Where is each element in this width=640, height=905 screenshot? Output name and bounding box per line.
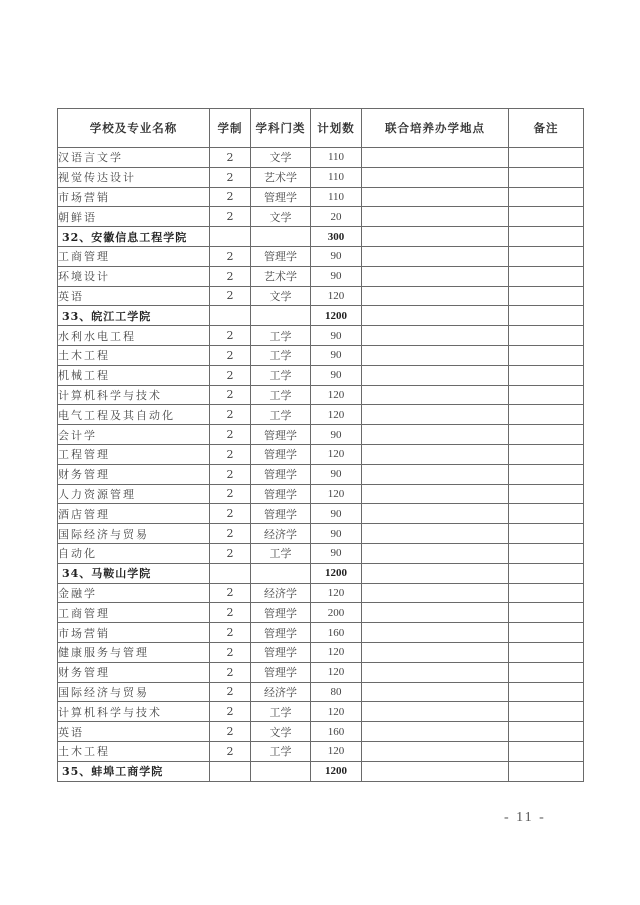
major-name-cell: 自动化 [58, 543, 210, 563]
location-cell [362, 623, 509, 643]
discipline-cell: 经济学 [251, 583, 311, 603]
table-row [58, 464, 584, 484]
school-row [58, 761, 584, 781]
duration-cell: 2 [210, 484, 251, 504]
discipline-cell: 管理学 [251, 484, 311, 504]
plan-count-cell: 90 [311, 345, 362, 365]
header-school-major-name: 学校及专业名称 [58, 109, 210, 148]
location-cell [362, 345, 509, 365]
plan-count-cell: 120 [311, 642, 362, 662]
remarks-cell [509, 682, 584, 702]
school-name-cell: 34、马鞍山学院 [58, 563, 210, 583]
major-name-cell: 计算机科学与技术 [58, 702, 210, 722]
discipline-cell: 艺术学 [251, 167, 311, 187]
table-row [58, 365, 584, 385]
location-cell [362, 405, 509, 425]
duration-cell: 2 [210, 167, 251, 187]
duration-cell: 2 [210, 444, 251, 464]
plan-count-cell: 90 [311, 504, 362, 524]
plan-count-cell: 120 [311, 583, 362, 603]
discipline-cell: 管理学 [251, 425, 311, 445]
plan-count-cell: 110 [311, 148, 362, 168]
discipline-cell: 管理学 [251, 642, 311, 662]
major-name-cell: 国际经济与贸易 [58, 682, 210, 702]
school-row [58, 306, 584, 326]
remarks-cell [509, 444, 584, 464]
remarks-cell [509, 227, 584, 247]
location-cell [362, 425, 509, 445]
location-cell [362, 563, 509, 583]
table-body [58, 148, 584, 782]
duration-cell: 2 [210, 722, 251, 742]
location-cell [362, 524, 509, 544]
major-name-cell: 会计学 [58, 425, 210, 445]
major-name-cell: 财务管理 [58, 662, 210, 682]
major-name-cell: 环境设计 [58, 266, 210, 286]
table-row [58, 266, 584, 286]
plan-count-cell: 90 [311, 543, 362, 563]
discipline-cell: 工学 [251, 365, 311, 385]
major-name-cell: 计算机科学与技术 [58, 385, 210, 405]
table-row [58, 722, 584, 742]
discipline-cell [251, 761, 311, 781]
duration-cell: 2 [210, 326, 251, 346]
duration-cell [210, 761, 251, 781]
plan-count-cell: 90 [311, 425, 362, 445]
discipline-cell: 工学 [251, 543, 311, 563]
major-name-cell: 市场营销 [58, 623, 210, 643]
discipline-cell: 工学 [251, 741, 311, 761]
remarks-cell [509, 603, 584, 623]
location-cell [362, 385, 509, 405]
header-plan-count: 计划数 [311, 109, 362, 148]
remarks-cell [509, 266, 584, 286]
location-cell [362, 207, 509, 227]
duration-cell: 2 [210, 623, 251, 643]
remarks-cell [509, 543, 584, 563]
plan-count-cell: 160 [311, 722, 362, 742]
remarks-cell [509, 563, 584, 583]
enrollment-plan-table [57, 108, 584, 782]
duration-cell [210, 227, 251, 247]
header-location: 联合培养办学地点 [362, 109, 509, 148]
discipline-cell: 工学 [251, 702, 311, 722]
discipline-cell: 工学 [251, 345, 311, 365]
table-row [58, 167, 584, 187]
table-row [58, 543, 584, 563]
table-row [58, 741, 584, 761]
major-name-cell: 健康服务与管理 [58, 642, 210, 662]
discipline-cell: 经济学 [251, 682, 311, 702]
duration-cell: 2 [210, 543, 251, 563]
remarks-cell [509, 642, 584, 662]
remarks-cell [509, 464, 584, 484]
duration-cell: 2 [210, 702, 251, 722]
location-cell [362, 484, 509, 504]
plan-count-cell: 120 [311, 484, 362, 504]
location-cell [362, 246, 509, 266]
table-header-row [58, 109, 584, 148]
plan-count-cell: 120 [311, 444, 362, 464]
location-cell [362, 583, 509, 603]
plan-count-cell: 120 [311, 385, 362, 405]
table-row [58, 286, 584, 306]
table-row [58, 444, 584, 464]
location-cell [362, 662, 509, 682]
school-row [58, 227, 584, 247]
remarks-cell [509, 246, 584, 266]
discipline-cell: 经济学 [251, 524, 311, 544]
remarks-cell [509, 504, 584, 524]
table-row [58, 662, 584, 682]
remarks-cell [509, 207, 584, 227]
major-name-cell: 工商管理 [58, 603, 210, 623]
major-name-cell: 英语 [58, 286, 210, 306]
duration-cell [210, 306, 251, 326]
table-row [58, 524, 584, 544]
remarks-cell [509, 187, 584, 207]
duration-cell: 2 [210, 425, 251, 445]
discipline-cell: 工学 [251, 405, 311, 425]
discipline-cell: 工学 [251, 385, 311, 405]
location-cell [362, 326, 509, 346]
table-row [58, 623, 584, 643]
location-cell [362, 761, 509, 781]
remarks-cell [509, 623, 584, 643]
location-cell [362, 227, 509, 247]
table-row [58, 642, 584, 662]
plan-count-cell: 160 [311, 623, 362, 643]
table-row [58, 326, 584, 346]
remarks-cell [509, 148, 584, 168]
plan-count-cell: 20 [311, 207, 362, 227]
location-cell [362, 187, 509, 207]
remarks-cell [509, 524, 584, 544]
discipline-cell: 管理学 [251, 623, 311, 643]
location-cell [362, 682, 509, 702]
plan-count-cell: 120 [311, 741, 362, 761]
discipline-cell: 文学 [251, 207, 311, 227]
table-row [58, 246, 584, 266]
remarks-cell [509, 702, 584, 722]
discipline-cell: 管理学 [251, 464, 311, 484]
plan-count-cell: 1200 [311, 761, 362, 781]
location-cell [362, 148, 509, 168]
duration-cell: 2 [210, 385, 251, 405]
remarks-cell [509, 405, 584, 425]
duration-cell: 2 [210, 187, 251, 207]
duration-cell: 2 [210, 583, 251, 603]
location-cell [362, 603, 509, 623]
major-name-cell: 市场营销 [58, 187, 210, 207]
table-row [58, 484, 584, 504]
remarks-cell [509, 425, 584, 445]
header-remarks: 备注 [509, 109, 584, 148]
duration-cell: 2 [210, 207, 251, 227]
location-cell [362, 167, 509, 187]
page-number: - 11 - [504, 810, 546, 825]
remarks-cell [509, 484, 584, 504]
table-row [58, 345, 584, 365]
discipline-cell: 文学 [251, 722, 311, 742]
discipline-cell: 管理学 [251, 504, 311, 524]
school-name-cell: 33、皖江工学院 [58, 306, 210, 326]
remarks-cell [509, 583, 584, 603]
major-name-cell: 酒店管理 [58, 504, 210, 524]
duration-cell: 2 [210, 405, 251, 425]
major-name-cell: 国际经济与贸易 [58, 524, 210, 544]
table-row [58, 504, 584, 524]
major-name-cell: 工程管理 [58, 444, 210, 464]
table-row [58, 207, 584, 227]
duration-cell: 2 [210, 504, 251, 524]
location-cell [362, 722, 509, 742]
discipline-cell: 管理学 [251, 187, 311, 207]
major-name-cell: 英语 [58, 722, 210, 742]
major-name-cell: 金融学 [58, 583, 210, 603]
major-name-cell: 财务管理 [58, 464, 210, 484]
plan-count-cell: 110 [311, 167, 362, 187]
duration-cell: 2 [210, 741, 251, 761]
discipline-cell [251, 563, 311, 583]
location-cell [362, 741, 509, 761]
school-name-cell: 35、蚌埠工商学院 [58, 761, 210, 781]
duration-cell: 2 [210, 603, 251, 623]
table-row [58, 148, 584, 168]
major-name-cell: 工商管理 [58, 246, 210, 266]
plan-count-cell: 120 [311, 702, 362, 722]
plan-count-cell: 90 [311, 246, 362, 266]
major-name-cell: 视觉传达设计 [58, 167, 210, 187]
plan-count-cell: 1200 [311, 563, 362, 583]
plan-count-cell: 90 [311, 464, 362, 484]
duration-cell: 2 [210, 524, 251, 544]
duration-cell [210, 563, 251, 583]
location-cell [362, 306, 509, 326]
duration-cell: 2 [210, 266, 251, 286]
header-duration: 学制 [210, 109, 251, 148]
location-cell [362, 702, 509, 722]
location-cell [362, 266, 509, 286]
plan-count-cell: 90 [311, 524, 362, 544]
plan-count-cell: 300 [311, 227, 362, 247]
plan-count-cell: 200 [311, 603, 362, 623]
remarks-cell [509, 326, 584, 346]
discipline-cell: 文学 [251, 148, 311, 168]
discipline-cell: 管理学 [251, 246, 311, 266]
remarks-cell [509, 722, 584, 742]
discipline-cell: 艺术学 [251, 266, 311, 286]
plan-count-cell: 120 [311, 286, 362, 306]
remarks-cell [509, 761, 584, 781]
location-cell [362, 286, 509, 306]
duration-cell: 2 [210, 148, 251, 168]
duration-cell: 2 [210, 246, 251, 266]
school-name-cell: 32、安徽信息工程学院 [58, 227, 210, 247]
plan-count-cell: 80 [311, 682, 362, 702]
plan-count-cell: 90 [311, 365, 362, 385]
location-cell [362, 543, 509, 563]
discipline-cell: 文学 [251, 286, 311, 306]
location-cell [362, 642, 509, 662]
major-name-cell: 土木工程 [58, 741, 210, 761]
duration-cell: 2 [210, 682, 251, 702]
plan-count-cell: 120 [311, 405, 362, 425]
plan-count-cell: 90 [311, 326, 362, 346]
major-name-cell: 机械工程 [58, 365, 210, 385]
location-cell [362, 464, 509, 484]
duration-cell: 2 [210, 464, 251, 484]
remarks-cell [509, 345, 584, 365]
table-row [58, 405, 584, 425]
remarks-cell [509, 365, 584, 385]
remarks-cell [509, 167, 584, 187]
header-discipline: 学科门类 [251, 109, 311, 148]
major-name-cell: 人力资源管理 [58, 484, 210, 504]
discipline-cell: 管理学 [251, 444, 311, 464]
discipline-cell [251, 227, 311, 247]
duration-cell: 2 [210, 365, 251, 385]
plan-count-cell: 1200 [311, 306, 362, 326]
remarks-cell [509, 662, 584, 682]
remarks-cell [509, 741, 584, 761]
school-row [58, 563, 584, 583]
duration-cell: 2 [210, 345, 251, 365]
table-row [58, 425, 584, 445]
location-cell [362, 444, 509, 464]
plan-count-cell: 90 [311, 266, 362, 286]
major-name-cell: 水利水电工程 [58, 326, 210, 346]
remarks-cell [509, 385, 584, 405]
discipline-cell: 管理学 [251, 662, 311, 682]
major-name-cell: 汉语言文学 [58, 148, 210, 168]
duration-cell: 2 [210, 642, 251, 662]
major-name-cell: 朝鲜语 [58, 207, 210, 227]
major-name-cell: 电气工程及其自动化 [58, 405, 210, 425]
table-row [58, 583, 584, 603]
table-row [58, 385, 584, 405]
location-cell [362, 504, 509, 524]
location-cell [362, 365, 509, 385]
remarks-cell [509, 286, 584, 306]
remarks-cell [509, 306, 584, 326]
duration-cell: 2 [210, 662, 251, 682]
table-row [58, 702, 584, 722]
duration-cell: 2 [210, 286, 251, 306]
major-name-cell: 土木工程 [58, 345, 210, 365]
discipline-cell [251, 306, 311, 326]
table-row [58, 187, 584, 207]
discipline-cell: 管理学 [251, 603, 311, 623]
table-row [58, 682, 584, 702]
discipline-cell: 工学 [251, 326, 311, 346]
table-row [58, 603, 584, 623]
plan-count-cell: 120 [311, 662, 362, 682]
plan-count-cell: 110 [311, 187, 362, 207]
